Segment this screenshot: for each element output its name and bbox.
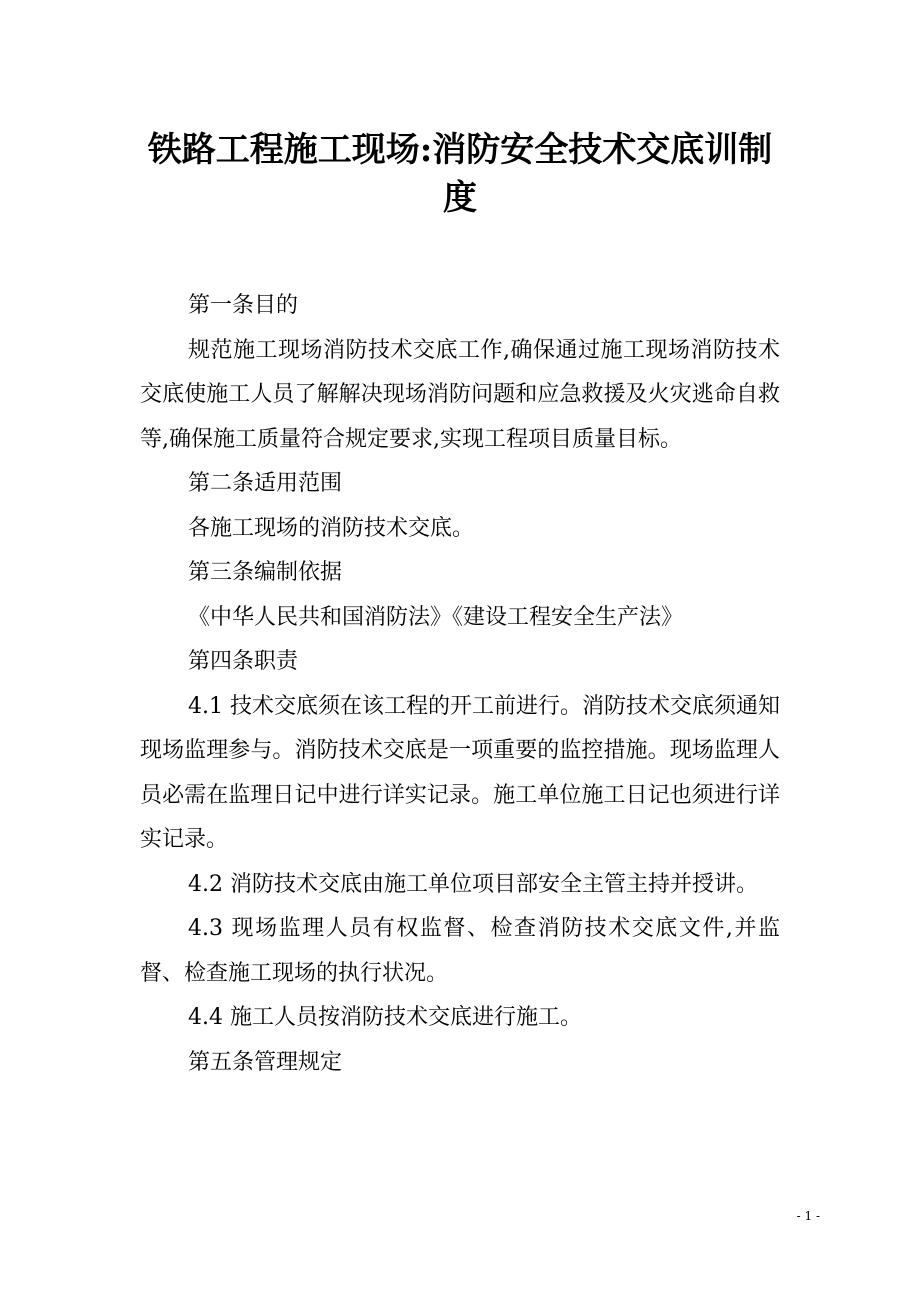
document-title: 铁路工程施工现场:消防安全技术交底训制度 xyxy=(147,130,773,218)
paragraph-duty-4-1: 4.1 技术交底须在该工程的开工前进行。消防技术交底须通知现场监理参与。消防技术交底是一项重要的监控措施。现场监理人员必需在监理日记中进行详实记录。施工单位施工日记也须进行详实记录。 xyxy=(140,693,780,852)
paragraph-scope: 各施工现场的消防技术交底。 xyxy=(188,515,475,541)
section-heading-purpose: 第一条目的 xyxy=(188,293,299,318)
paragraph-basis: 《中华人民共和国消防法》《建设工程安全生产法》 xyxy=(188,604,684,630)
section-heading-management: 第五条管理规定 xyxy=(188,1049,343,1075)
section-heading-duties: 第四条职责 xyxy=(188,649,299,674)
paragraph-duty-4-3: 4.3 现场监理人员有权监督、检查消防技术交底文件,并监督、检查施工现场的执行状况。 xyxy=(140,916,780,986)
document-body xyxy=(140,284,780,1085)
paragraph-duty-4-4: 4.4 施工人员按消防技术交底进行施工。 xyxy=(188,1005,582,1030)
page-number: - 1 - xyxy=(796,1209,820,1223)
section-heading-scope: 第二条适用范围 xyxy=(188,471,343,496)
paragraph-purpose: 规范施工现场消防技术交底工作,确保通过施工现场消防技术交底使施工人员了解解决现场消防问题和应急救援及火灾逃命自救等,确保施工质量符合规定要求,实现工程项目质量目标。 xyxy=(140,337,780,452)
paragraph-duty-4-2: 4.2 消防技术交底由施工单位项目部安全主管主持并授讲。 xyxy=(188,871,758,897)
section-heading-basis: 第三条编制依据 xyxy=(188,560,343,585)
